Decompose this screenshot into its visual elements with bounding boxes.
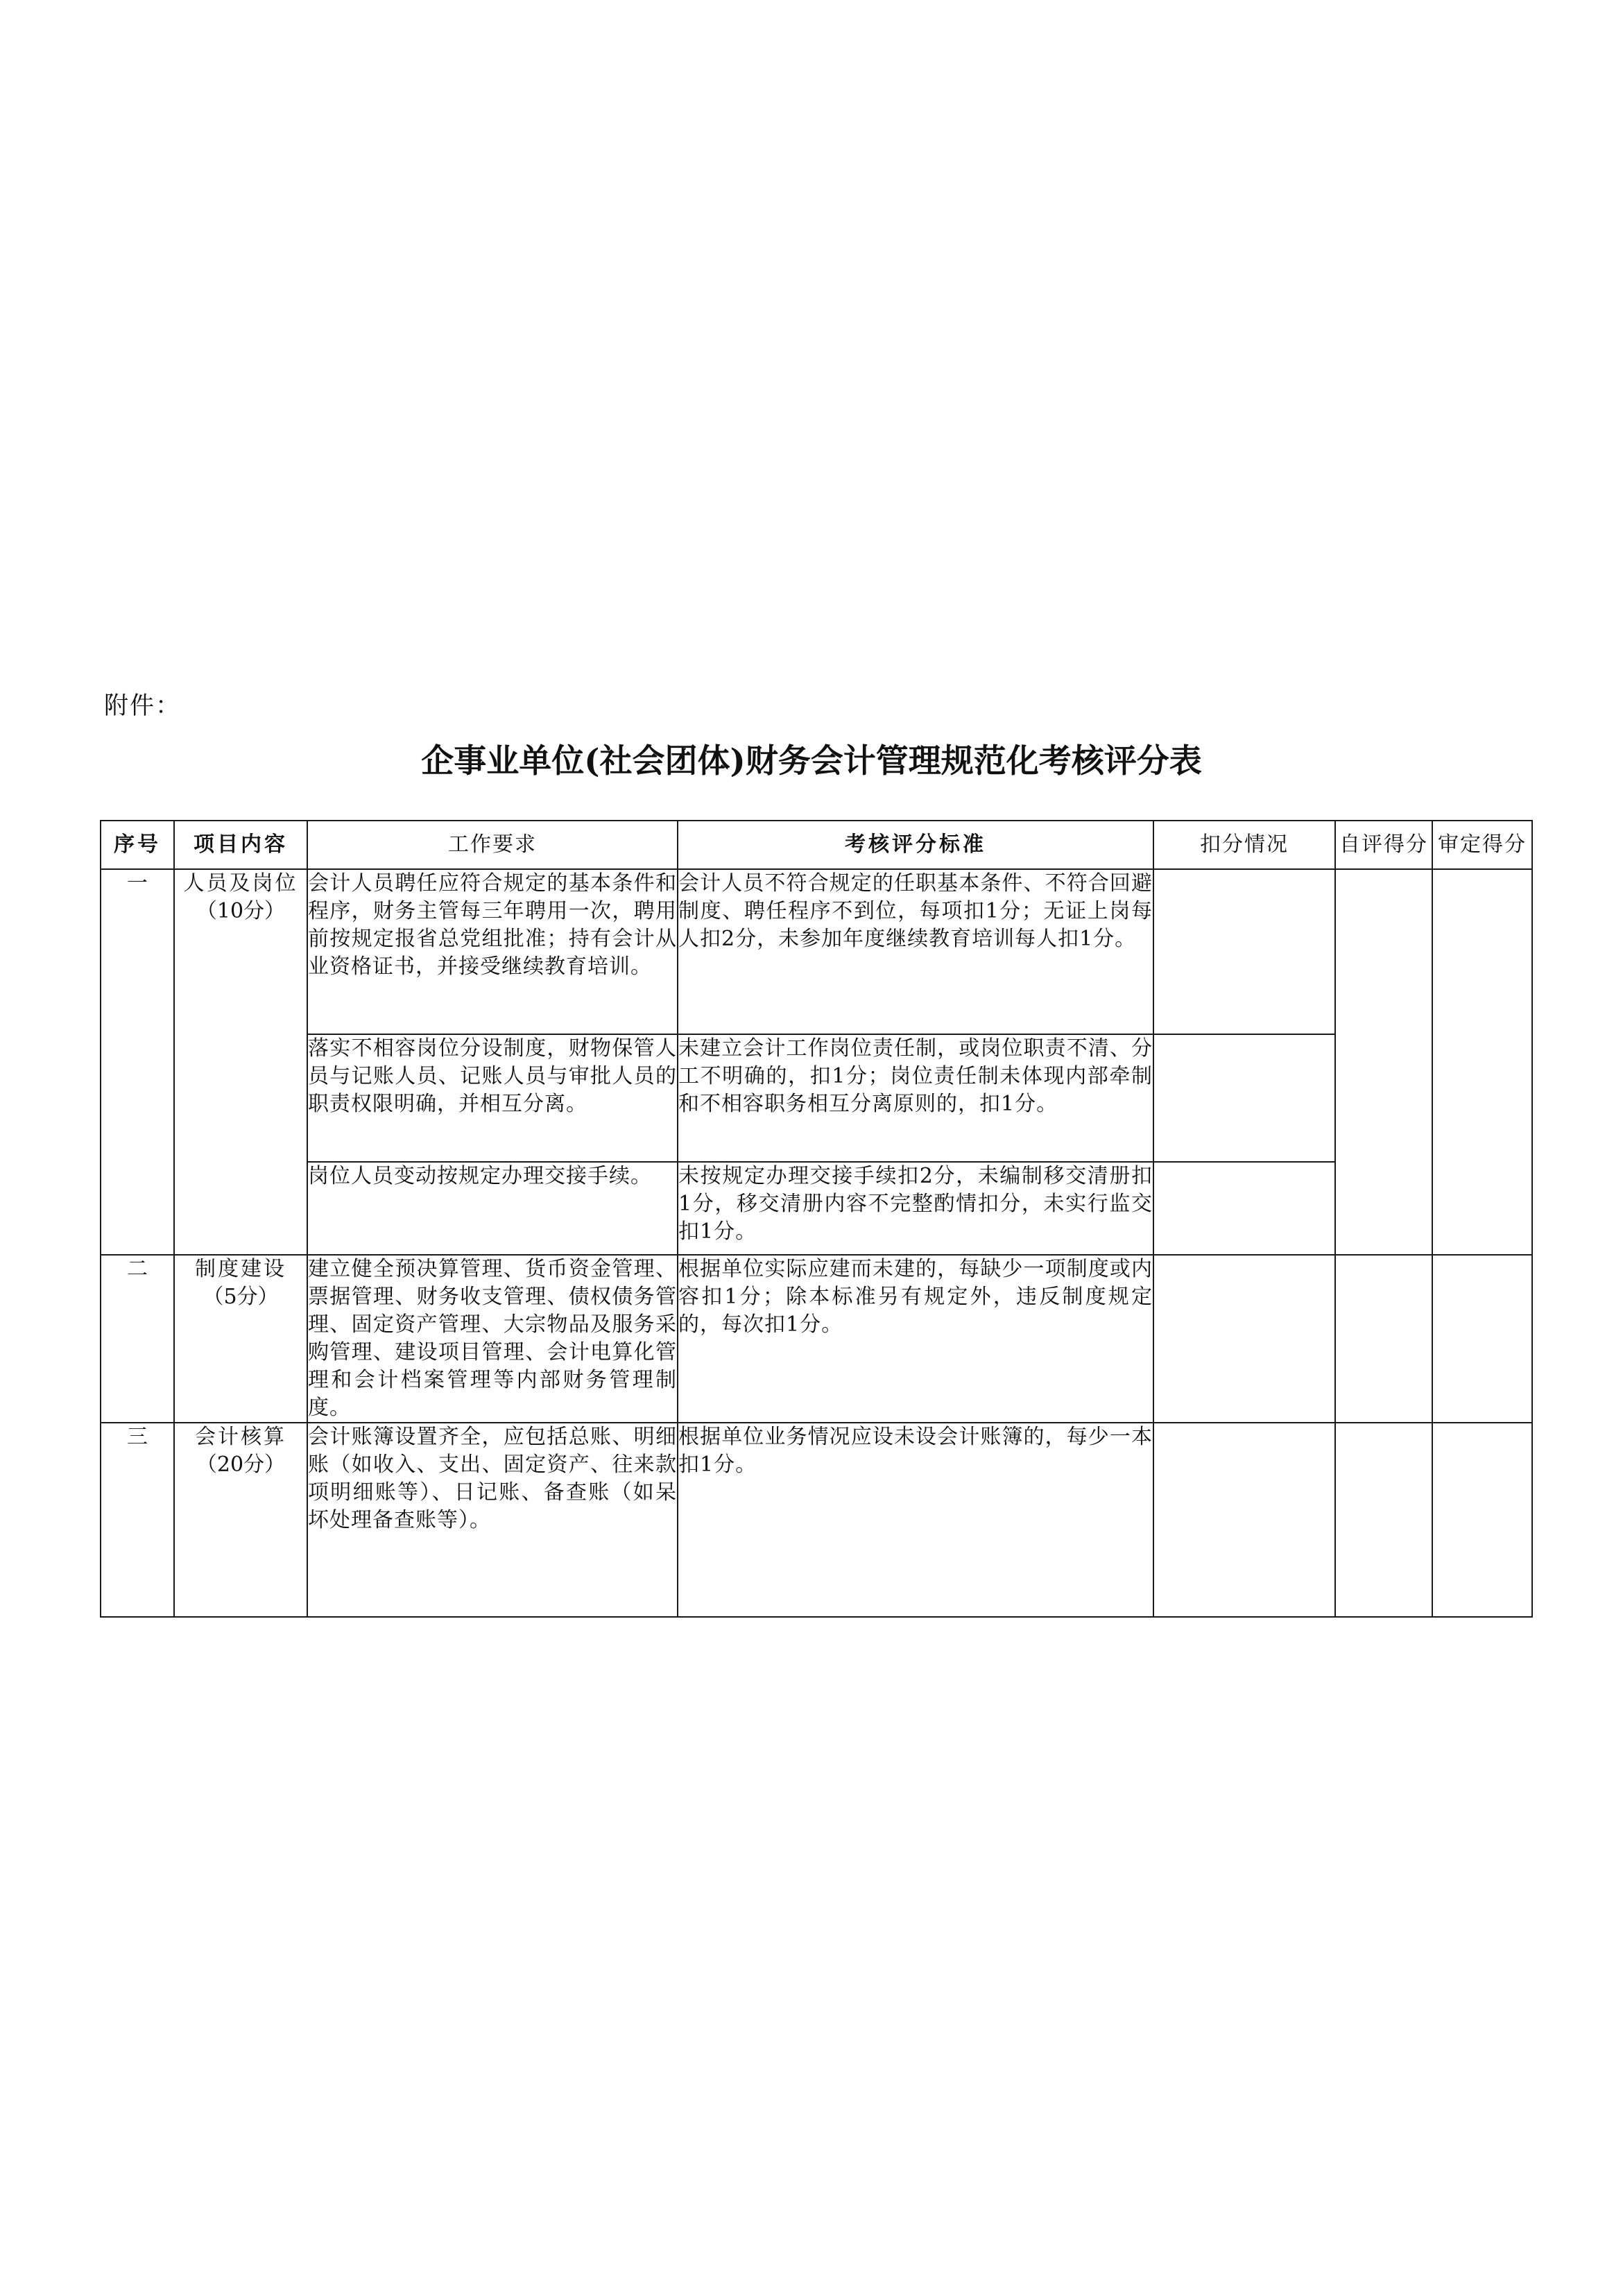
- self-score-cell: [1335, 869, 1432, 1255]
- section-item: [174, 1255, 307, 1423]
- section-item-points: （20分）: [196, 1453, 286, 1477]
- section-item-name: 会计核算: [195, 1425, 286, 1449]
- section-item: [174, 1423, 307, 1617]
- section-item-name: 人员及岗位: [183, 871, 298, 896]
- table-row: [101, 1162, 1532, 1255]
- requirement-cell: 会计人员聘任应符合规定的基本条件和程序，财务主管每三年聘用一次，聘用前按规定报省总党组批准；持有会计从业资格证书，并接受继续教育培训。: [307, 869, 678, 1034]
- deduction-cell: [1153, 1034, 1335, 1162]
- section-item-points: （10分）: [196, 899, 286, 923]
- deduction-cell: [1153, 1423, 1335, 1617]
- page-title: 企事业单位(社会团体)财务会计管理规范化考核评分表: [421, 742, 1202, 780]
- header-deduction: 扣分情况: [1153, 821, 1335, 869]
- self-score-cell: [1335, 1255, 1432, 1423]
- standard-cell: 会计人员不符合规定的任职基本条件、不符合回避制度、聘任程序不到位，每项扣1分；无证上岗每人扣2分，未参加年度继续教育培训每人扣1分。: [678, 869, 1153, 1034]
- table-row: [101, 869, 1532, 1034]
- audit-score-cell: [1432, 1423, 1532, 1617]
- section-number: 三: [101, 1423, 174, 1617]
- deduction-cell: [1153, 1162, 1335, 1255]
- requirement-cell: 会计账簿设置齐全，应包括总账、明细账（如收入、支出、固定资产、往来款项明细账等）、日记账、备查账（如呆坏处理备查账等）。: [307, 1423, 678, 1617]
- section-item-name: 制度建设: [195, 1257, 286, 1281]
- requirement-cell: 建立健全预决算管理、货币资金管理、票据管理、财务收支管理、债权债务管理、固定资产管理、大宗物品及服务采购管理、建设项目管理、会计电算化管理和会计档案管理等内部财务管理制度。: [307, 1255, 678, 1423]
- table-row: [101, 1423, 1532, 1617]
- assessment-score-table: [100, 820, 1533, 1618]
- header-item: 项目内容: [174, 821, 307, 869]
- deduction-cell: [1153, 1255, 1335, 1423]
- deduction-cell: [1153, 869, 1335, 1034]
- section-item-points: （5分）: [203, 1285, 279, 1309]
- section-number: 一: [101, 869, 174, 1255]
- standard-cell: 根据单位业务情况应设未设会计账簿的，每少一本扣1分。: [678, 1423, 1153, 1617]
- standard-cell: 未建立会计工作岗位责任制，或岗位职责不清、分工不明确的，扣1分；岗位责任制未体现内部牵制和不相容职务相互分离原则的，扣1分。: [678, 1034, 1153, 1162]
- requirement-cell: 岗位人员变动按规定办理交接手续。: [307, 1162, 678, 1255]
- section-item: [174, 869, 307, 1255]
- header-seq: 序号: [101, 821, 174, 869]
- header-requirement: 工作要求: [307, 821, 678, 869]
- requirement-cell: 落实不相容岗位分设制度，财物保管人员与记账人员、记账人员与审批人员的职责权限明确，并相互分离。: [307, 1034, 678, 1162]
- audit-score-cell: [1432, 869, 1532, 1255]
- standard-cell: 未按规定办理交接手续扣2分，未编制移交清册扣1分，移交清册内容不完整酌情扣分，未实行监交扣1分。: [678, 1162, 1153, 1255]
- table-header-row: [101, 821, 1532, 869]
- standard-cell: 根据单位实际应建而未建的，每缺少一项制度或内容扣1分；除本标准另有规定外，违反制度规定的，每次扣1分。: [678, 1255, 1153, 1423]
- audit-score-cell: [1432, 1255, 1532, 1423]
- self-score-cell: [1335, 1423, 1432, 1617]
- section-number: 二: [101, 1255, 174, 1423]
- table-row: [101, 1034, 1532, 1162]
- header-audit-score: 审定得分: [1432, 821, 1532, 869]
- header-standard: 考核评分标准: [678, 821, 1153, 869]
- table-row: [101, 1255, 1532, 1423]
- attachment-label: 附件：: [104, 692, 182, 720]
- header-self-score: 自评得分: [1335, 821, 1432, 869]
